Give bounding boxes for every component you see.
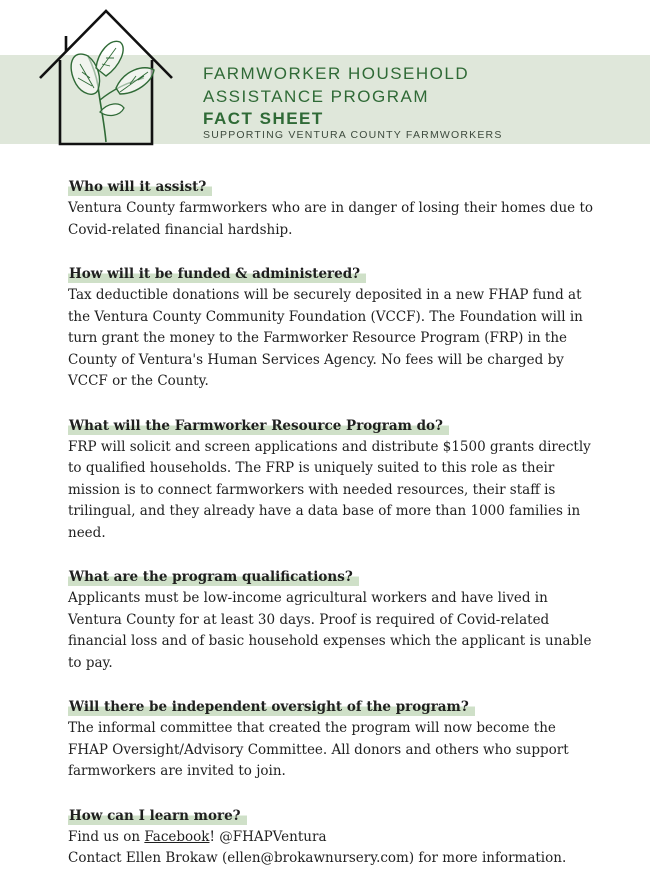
faq-question: How will it be funded & administered? xyxy=(68,265,366,283)
learn-more-section xyxy=(68,805,598,870)
faq-section xyxy=(68,415,598,545)
faq-section xyxy=(68,263,598,393)
faq-content xyxy=(68,176,598,892)
program-title-line-2: ASSISTANCE PROGRAM xyxy=(203,87,429,106)
header-subtitle: SUPPORTING VENTURA COUNTY FARMWORKERS xyxy=(203,129,503,141)
faq-question: Who will it assist? xyxy=(68,178,212,196)
facebook-line xyxy=(68,827,598,849)
faq-answer: FRP will solicit and screen applications and distribute $1500 grants directly to qualified households. The FRP is uniquely suited to this role as their mission is to connect farmworkers with needed resources, their staff is trilingual, and they already have a data base of more than 1000 families in need. xyxy=(68,438,591,541)
learn-more-question: How can I learn more? xyxy=(68,807,247,825)
contact-line: Contact Ellen Brokaw (ellen@brokawnursery.com) for more information. xyxy=(68,850,567,866)
faq-question: What will the Farmworker Resource Program do? xyxy=(68,417,449,435)
faq-section xyxy=(68,566,598,674)
fact-sheet-title: FACT SHEET xyxy=(203,109,324,128)
header-title-block xyxy=(203,62,503,141)
house-with-leaves-icon xyxy=(36,8,176,148)
program-title-line-1: FARMWORKER HOUSEHOLD xyxy=(203,64,470,83)
facebook-handle: ! @FHAPVentura xyxy=(209,828,327,845)
facebook-prefix: Find us on xyxy=(68,828,145,845)
faq-section xyxy=(68,176,598,241)
faq-answer: Ventura County farmworkers who are in danger of losing their homes due to Covid-related financial hardship. xyxy=(68,200,593,238)
faq-question: What are the program qualifications? xyxy=(68,568,359,586)
facebook-link[interactable]: Facebook xyxy=(144,828,210,845)
faq-answer: Applicants must be low-income agricultural workers and have lived in Ventura County for at least 30 days. Proof is required of Covid-related financial loss and of basic household expenses which the applicant is unable to pay. xyxy=(68,590,592,671)
faq-section xyxy=(68,696,598,783)
faq-question: Will there be independent oversight of the program? xyxy=(68,698,475,716)
faq-answer: Tax deductible donations will be securely deposited in a new FHAP fund at the Ventura County Community Foundation (VCCF). The Foundation will in turn grant the money to the Farmworker Resource Program (FRP) in the County of Ventura's Human Services Agency. No fees will be charged by VCCF or the County. xyxy=(68,287,583,389)
learn-more-body xyxy=(68,827,598,870)
faq-answer: The informal committee that created the program will now become the FHAP Oversight/Advisory Committee. All donors and others who support farmworkers are invited to join. xyxy=(68,720,569,779)
